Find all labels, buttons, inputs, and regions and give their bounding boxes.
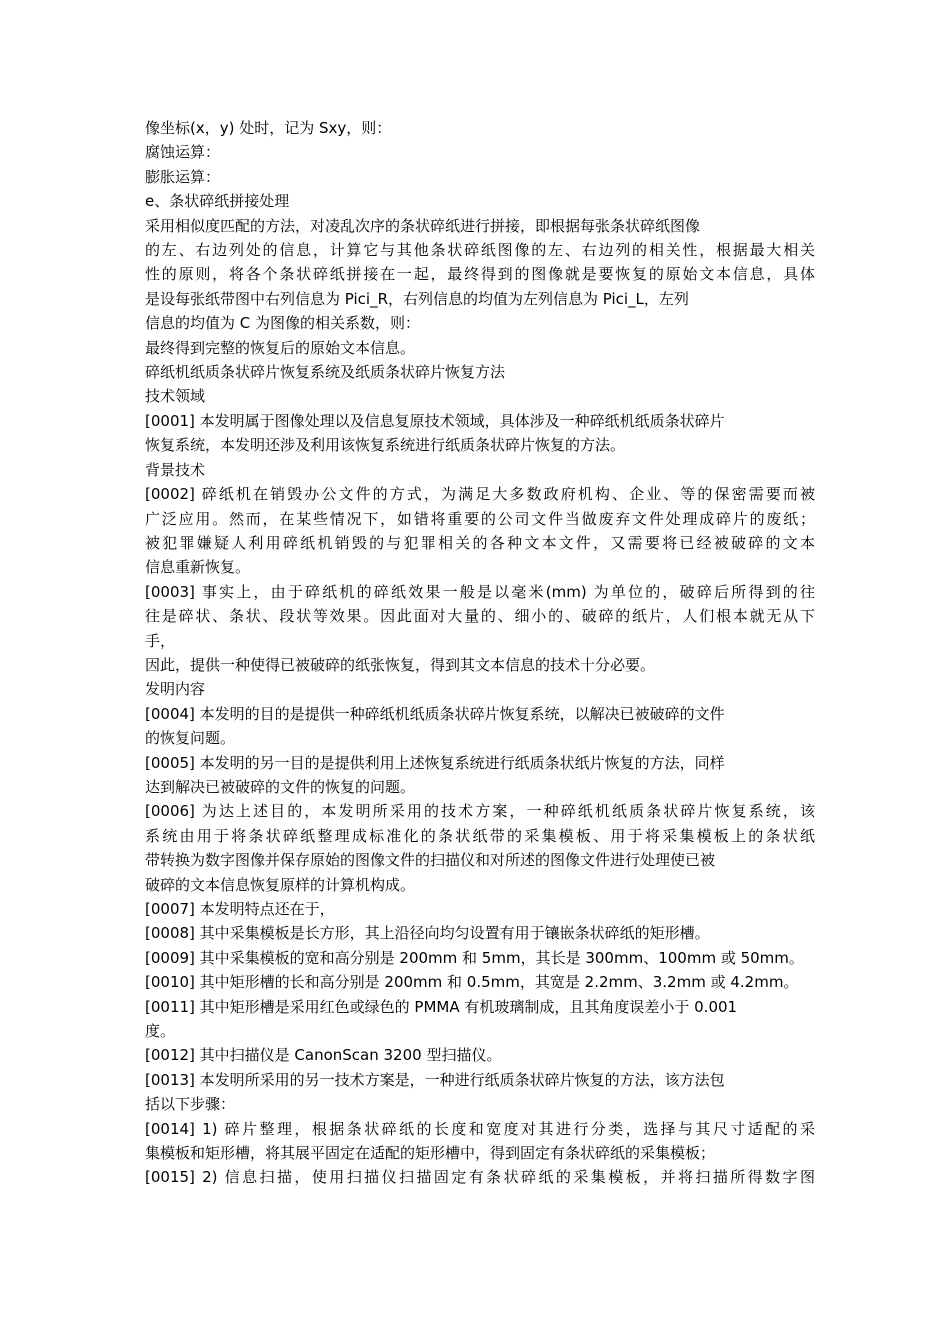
text-line: 腐蚀运算： — [145, 143, 221, 162]
text-line: 发明内容 — [145, 680, 206, 699]
text-line: 手， — [145, 631, 176, 650]
text-line: [0005] 本发明的另一目的是提供利用上述恢复系统进行纸质条状纸片恢复的方法，同样 — [145, 753, 725, 772]
document-page — [145, 116, 815, 1190]
text-line: [0009] 其中采集模板的宽和高分别是 200mm 和 5mm，其长是 300mm、100mm 或 50mm。 — [145, 948, 804, 967]
text-line: [0004] 本发明的目的是提供一种碎纸机纸质条状碎片恢复系统，以解决已被破碎的文件 — [145, 704, 725, 723]
text-line: 恢复系统，本发明还涉及利用该恢复系统进行纸质条状碎片恢复的方法。 — [145, 436, 626, 455]
text-line: 碎纸机纸质条状碎片恢复系统及纸质条状碎片恢复方法 — [145, 363, 506, 382]
text-line: [0014] 1) 碎片整理，根据条状碎纸的长度和宽度对其进行分类，选择与其尺寸适配的采 — [145, 1119, 815, 1138]
text-line: [0007] 本发明特点还在于， — [145, 900, 335, 918]
text-line: 度。 — [145, 1022, 176, 1041]
text-line: [0015] 2) 信息扫描，使用扫描仪扫描固定有条状碎纸的采集模板，并将扫描所得数字图 — [145, 1168, 815, 1187]
text-line: 背景技术 — [145, 460, 206, 479]
text-line: 破碎的文本信息恢复原样的计算机构成。 — [145, 875, 416, 894]
text-line: 性的原则，将各个条状碎纸拼接在一起，最终得到的图像就是要恢复的原始文本信息，具体 — [145, 265, 815, 284]
text-line: 像坐标(x，y) 处时，记为 Sxy，则： — [145, 119, 392, 137]
text-line: 技术领域 — [145, 387, 206, 406]
text-line: 带转换为数字图像并保存原始的图像文件的扫描仪和对所述的图像文件进行处理使已被 — [145, 851, 716, 870]
text-line: 达到解决已被破碎的文件的恢复的问题。 — [145, 777, 416, 796]
text-line: 系统由用于将条状碎纸整理成标准化的条状纸带的采集模板、用于将采集模板上的条状纸 — [145, 826, 815, 845]
text-line: [0013] 本发明所采用的另一技术方案是，一种进行纸质条状碎片恢复的方法，该方法包 — [145, 1070, 725, 1089]
text-line: [0011] 其中矩形槽是采用红色或绿色的 PMMA 有机玻璃制成，且其角度误差小于 0.001 — [145, 997, 738, 1016]
text-line: 信息的均值为 C 为图像的相关系数，则： — [145, 314, 421, 333]
text-line: [0002] 碎纸机在销毁办公文件的方式，为满足大多数政府机构、企业、等的保密需要而被 — [145, 485, 815, 504]
text-line: 信息重新恢复。 — [145, 558, 251, 577]
text-line: e、条状碎纸拼接处理 — [145, 192, 290, 211]
text-line: 最终得到完整的恢复后的原始文本信息。 — [145, 338, 416, 357]
text-line: 是设每张纸带图中右列信息为 Pici_R，右列信息的均值为左列信息为 Pici_L，左列 — [145, 289, 689, 308]
text-line: [0001] 本发明属于图像处理以及信息复原技术领域，具体涉及一种碎纸机纸质条状碎片 — [145, 411, 725, 430]
text-line: 括以下步骤： — [145, 1095, 236, 1114]
text-line: 的恢复问题。 — [145, 729, 236, 748]
text-line: [0012] 其中扫描仪是 CanonScan 3200 型扫描仪。 — [145, 1046, 502, 1065]
text-line: 被犯罪嫌疑人利用碎纸机销毁的与犯罪相关的各种文本文件，又需要将已经被破碎的文本 — [145, 533, 815, 552]
text-line: 广泛应用。然而，在某些情况下，如错将重要的公司文件当做废弃文件处理成碎片的废纸； — [145, 509, 815, 528]
text-line: [0003] 事实上，由于碎纸机的碎纸效果一般是以毫米(mm) 为单位的，破碎后所得到的往 — [145, 582, 815, 601]
text-line: 的左、右边列处的信息，计算它与其他条状碎纸图像的左、右边列的相关性，根据最大相关 — [145, 241, 815, 260]
text-line: 因此，提供一种使得已被破碎的纸张恢复，得到其文本信息的技术十分必要。 — [145, 655, 656, 674]
text-line: 集模板和矩形槽，将其展平固定在适配的矩形槽中，得到固定有条状碎纸的采集模板； — [145, 1144, 716, 1163]
text-line: 膨胀运算： — [145, 167, 221, 186]
text-line: [0008] 其中采集模板是长方形，其上沿径向均匀设置有用于镶嵌条状碎纸的矩形槽。 — [145, 924, 710, 943]
text-line: 采用相似度匹配的方法，对凌乱次序的条状碎纸进行拼接，即根据每张条状碎纸图像 — [145, 216, 701, 235]
text-line: 往是碎状、条状、段状等效果。因此面对大量的、细小的、破碎的纸片，人们根本就无从下 — [145, 607, 815, 626]
text-line: [0006] 为达上述目的，本发明所采用的技术方案，一种碎纸机纸质条状碎片恢复系统，该 — [145, 802, 815, 821]
text-line: [0010] 其中矩形槽的长和高分别是 200mm 和 0.5mm，其宽是 2.2mm、3.2mm 或 4.2mm。 — [145, 973, 799, 992]
